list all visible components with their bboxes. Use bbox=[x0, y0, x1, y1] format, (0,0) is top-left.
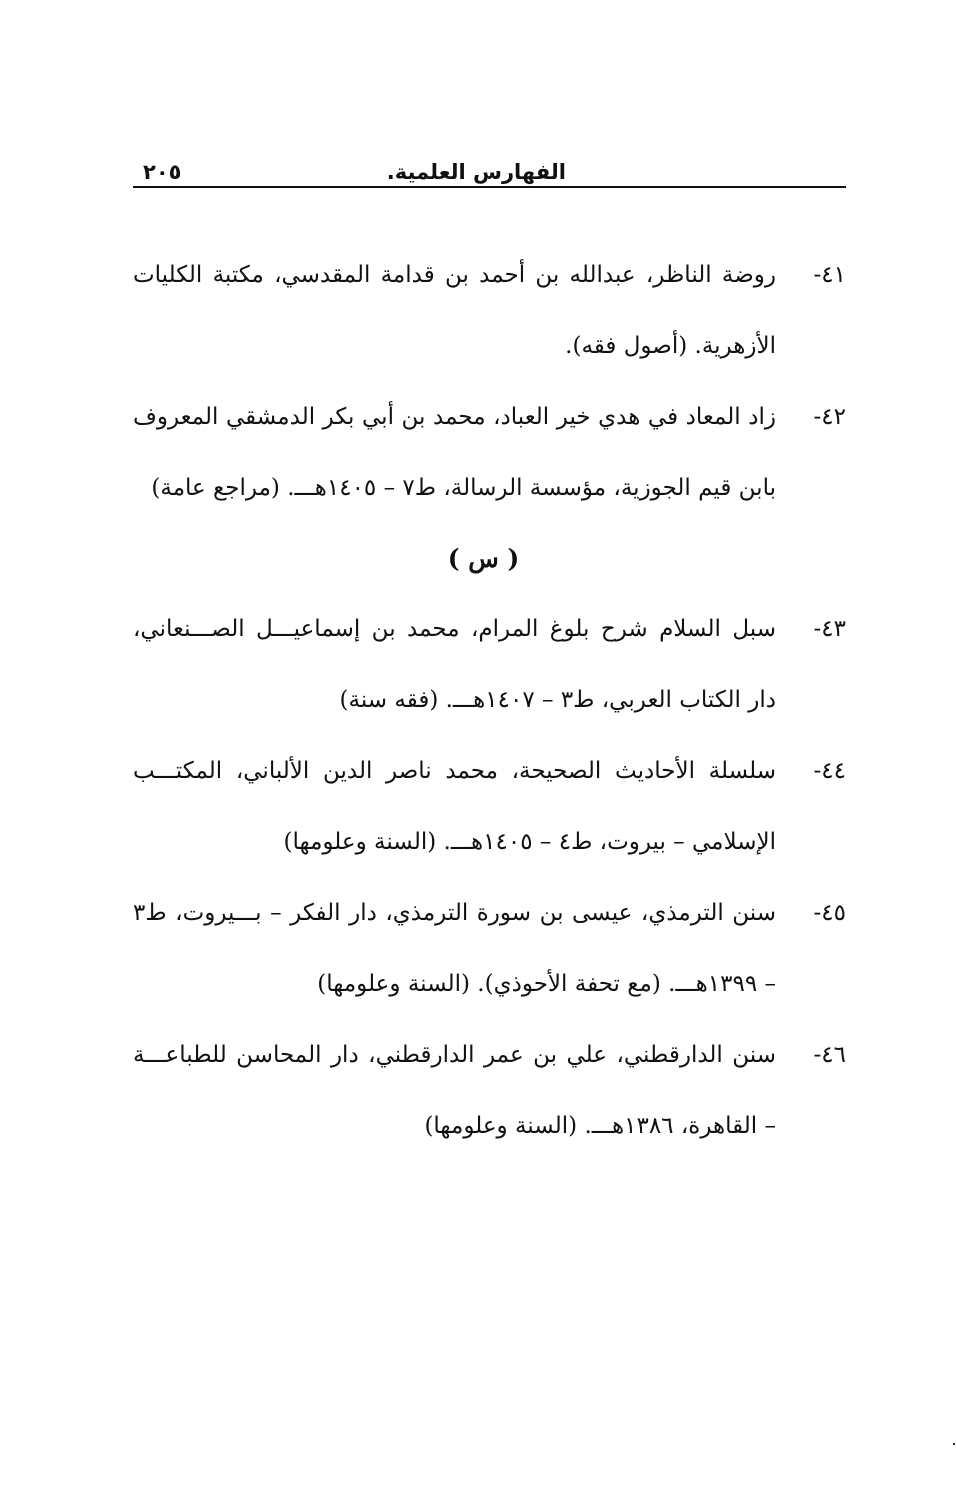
entry-number: ٤٣- bbox=[813, 616, 846, 642]
entry-text: سبل السلام شرح بلوغ المرام، محمد بن إسماعيـــل الصـــنعاني، دار الكتاب العربي، ط٣ – ١٤٠٧هـــ. (فقه سنة) bbox=[133, 616, 776, 713]
entry-number: ٤٤- bbox=[813, 758, 846, 784]
entry-text: سنن الترمذي، عيسى بن سورة الترمذي، دار الفكر – بـــيروت، ط٣ – ١٣٩٩هـــ. (مع تحفة الأحوذي). (السنة وعلومها) bbox=[133, 900, 776, 997]
entry-text: سنن الدارقطني، علي بن عمر الدارقطني، دار المحاسن للطباعـــة – القاهرة، ١٣٨٦هـــ. (السنة وعلومها) bbox=[133, 1042, 776, 1139]
running-title: الفهارس العلمية. bbox=[386, 160, 566, 184]
entry-text: زاد المعاد في هدي خير العباد، محمد بن أبي بكر الدمشقي المعروف بابن قيم الجوزية، مؤسسة الرسالة، ط٧ – ١٤٠٥هـــ. (مراجع عامة) bbox=[133, 404, 776, 501]
entry-number: ٤٥- bbox=[813, 900, 846, 926]
page-header bbox=[133, 150, 846, 188]
scan-speck bbox=[953, 1443, 955, 1445]
bibliography-list bbox=[133, 240, 846, 1162]
bibliography-entry bbox=[133, 382, 846, 524]
entry-number: ٤٦- bbox=[813, 1042, 846, 1068]
bibliography-entry bbox=[133, 878, 846, 1020]
section-heading: ( س ) bbox=[447, 544, 520, 573]
header-divider bbox=[133, 186, 846, 188]
entry-text: روضة الناظر، عبدالله بن أحمد بن قدامة المقدسي، مكتبة الكليات الأزهرية. (أصول فقه). bbox=[133, 262, 776, 359]
entry-text: سلسلة الأحاديث الصحيحة، محمد ناصر الدين الألباني، المكتـــب الإسلامي – بيروت، ط٤ – ١٤٠٥هـــ. (السنة وعلومها) bbox=[133, 758, 776, 855]
bibliography-entry bbox=[133, 1020, 846, 1162]
bibliography-entry bbox=[133, 594, 846, 736]
bibliography-entry bbox=[133, 736, 846, 878]
entry-number: ٤٢- bbox=[813, 404, 846, 430]
page-number: ٢٠٥ bbox=[143, 160, 182, 184]
entry-number: ٤١- bbox=[813, 262, 846, 288]
bibliography-entry bbox=[133, 240, 846, 382]
